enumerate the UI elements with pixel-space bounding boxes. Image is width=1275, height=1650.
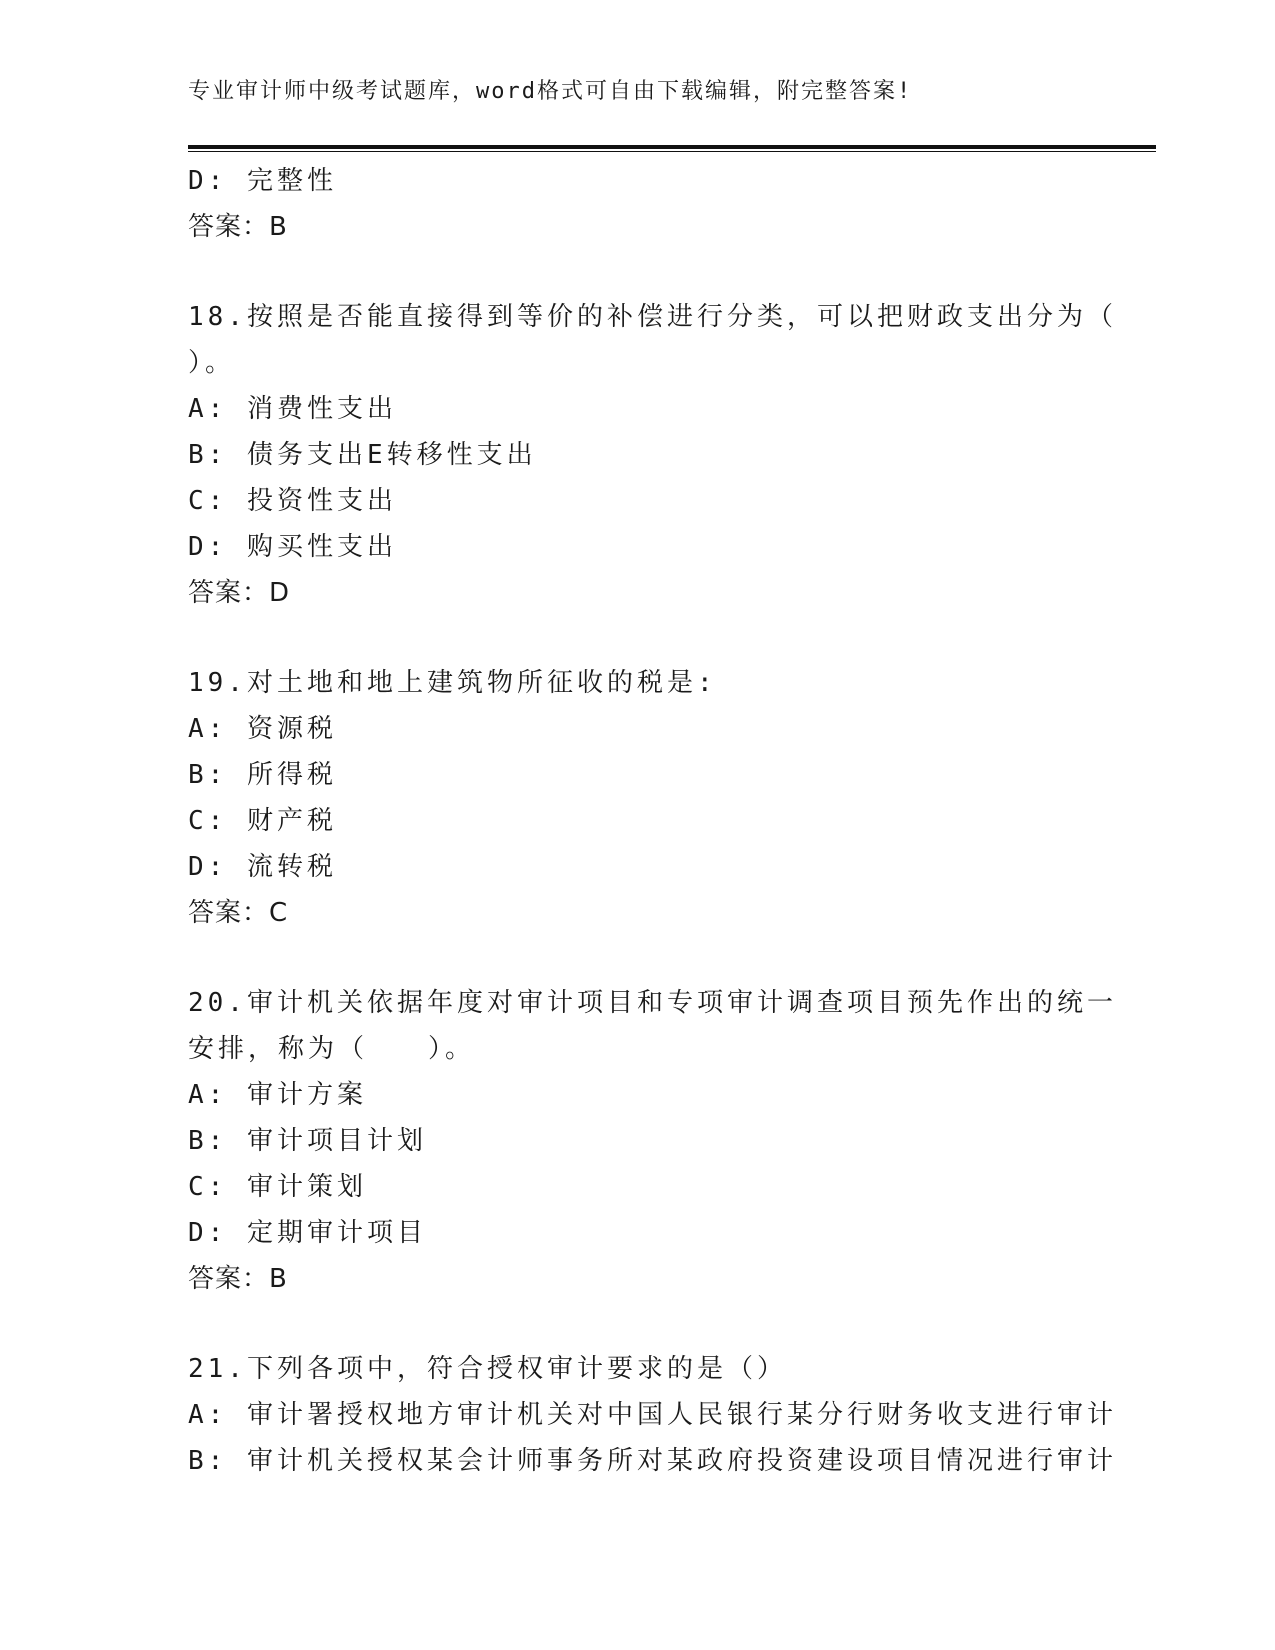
- question-21-option-b: B: 审计机关授权某会计师事务所对某政府投资建设项目情况进行审计: [188, 1446, 1117, 1476]
- question-20-answer: 答案：B: [188, 1264, 288, 1294]
- question-18-answer: 答案：D: [188, 578, 291, 608]
- spacer: [188, 936, 1088, 980]
- question-19-answer: 答案：C: [188, 898, 289, 928]
- question-18-option-d: D: 购买性支出: [188, 532, 397, 562]
- question-19-stem: 19.对土地和地上建筑物所征收的税是:: [188, 668, 717, 698]
- page-header: 专业审计师中级考试题库，word格式可自由下载编辑，附完整答案!: [188, 79, 913, 104]
- question-21-option-a: A: 审计署授权地方审计机关对中国人民银行某分行财务收支进行审计: [188, 1400, 1117, 1430]
- question-20: [188, 980, 1117, 1302]
- question-18: [188, 294, 1117, 616]
- prev-option-d: D: 完整性: [188, 166, 337, 196]
- question-19-option-b: B: 所得税: [188, 760, 337, 790]
- question-20-stem-line2: 安排，称为（ ）。: [188, 1034, 476, 1064]
- question-20-option-c: C: 审计策划: [188, 1172, 367, 1202]
- header-rule-thick: [188, 145, 1156, 149]
- question-18-option-b: B: 债务支出E转移性支出: [188, 440, 537, 470]
- header-rule-thin: [188, 151, 1156, 152]
- question-19-option-c: C: 财产税: [188, 806, 337, 836]
- question-21-stem: 21.下列各项中，符合授权审计要求的是（）: [188, 1354, 787, 1384]
- document-body: [188, 158, 1117, 1484]
- question-19-option-a: A: 资源税: [188, 714, 337, 744]
- question-19: [188, 660, 1088, 936]
- spacer: [188, 616, 1088, 660]
- question-21: [188, 1346, 1117, 1484]
- question-20-option-a: A: 审计方案: [188, 1080, 367, 1110]
- question-19-option-d: D: 流转税: [188, 852, 337, 882]
- question-20-stem-line1: 20.审计机关依据年度对审计项目和专项审计调查项目预先作出的统一: [188, 988, 1117, 1018]
- prev-answer: 答案：B: [188, 212, 288, 242]
- spacer: [188, 250, 1088, 294]
- question-18-option-c: C: 投资性支出: [188, 486, 397, 516]
- question-20-option-b: B: 审计项目计划: [188, 1126, 427, 1156]
- question-18-stem-line2: ）。: [188, 348, 236, 378]
- question-18-stem-line1: 18.按照是否能直接得到等价的补偿进行分类，可以把财政支出分为（: [188, 302, 1117, 332]
- question-20-option-d: D: 定期审计项目: [188, 1218, 427, 1248]
- spacer: [188, 1302, 1088, 1346]
- question-18-option-a: A: 消费性支出: [188, 394, 397, 424]
